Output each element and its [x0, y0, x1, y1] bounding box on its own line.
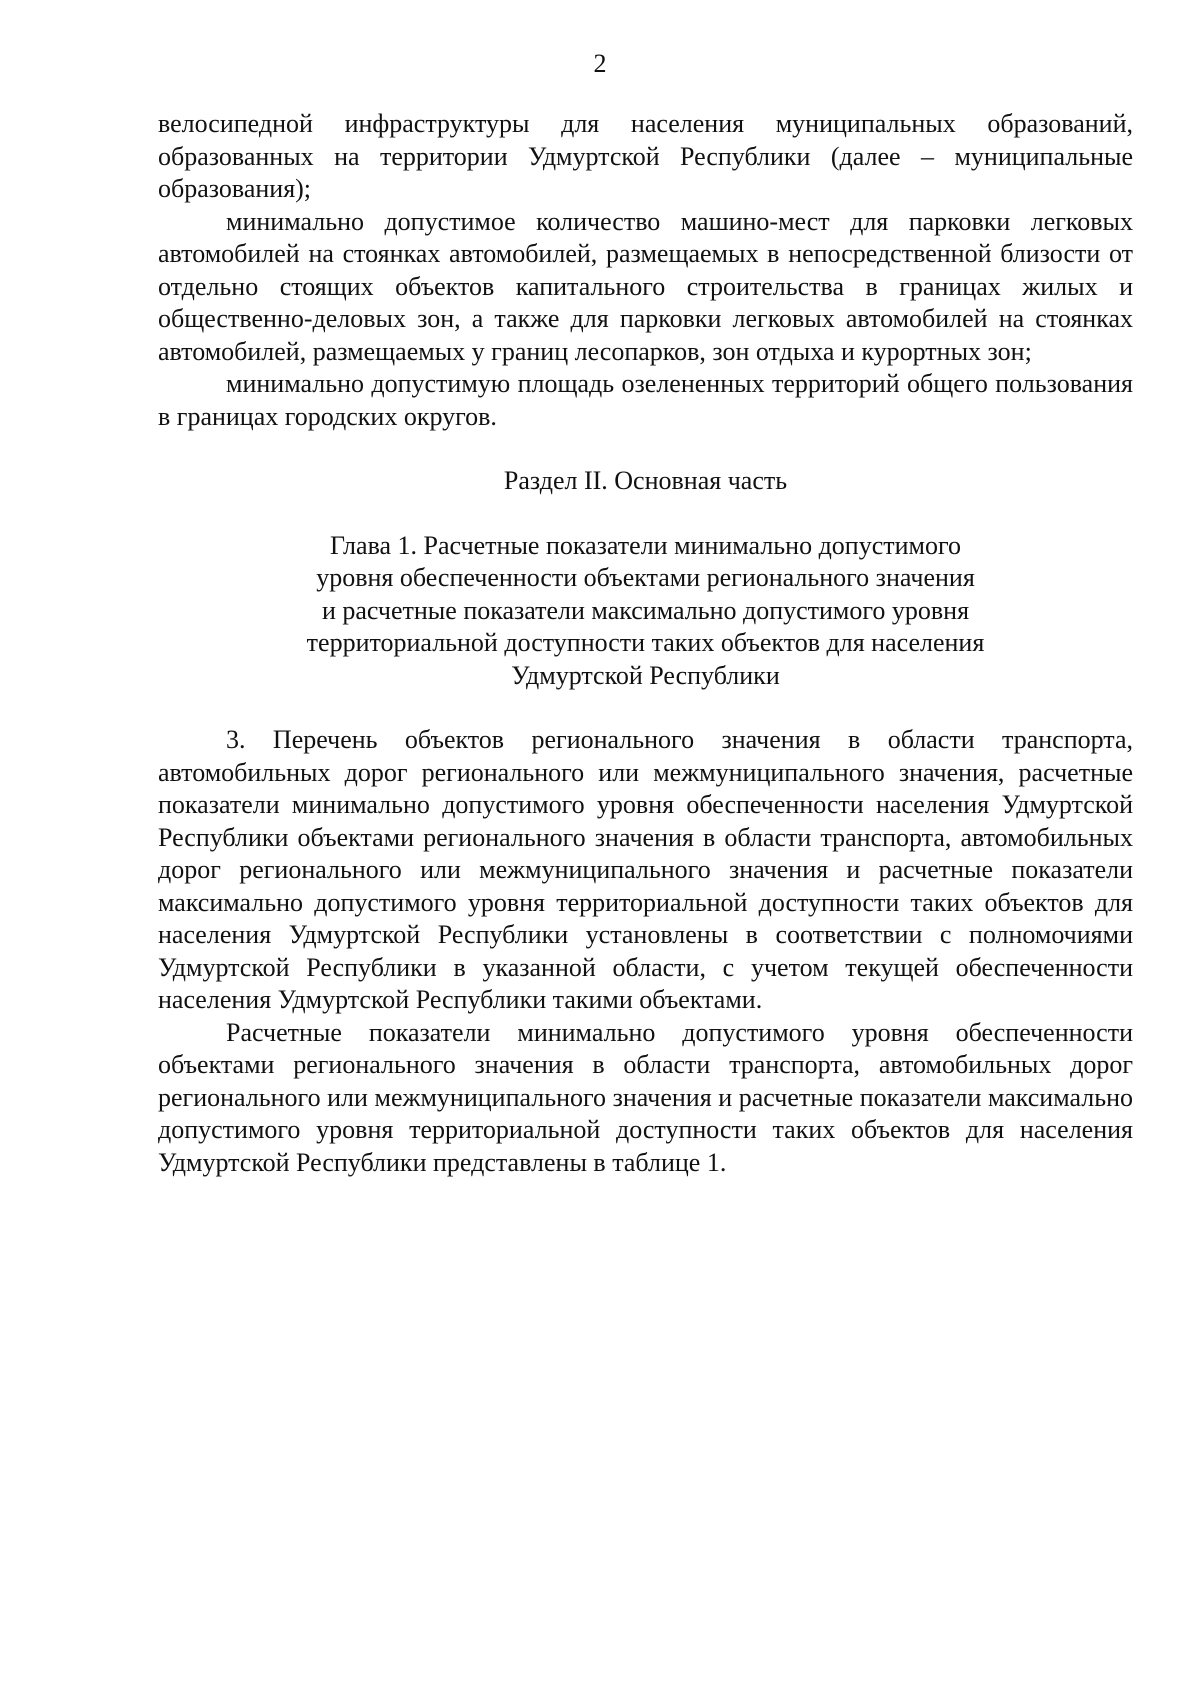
paragraph-item-3: 3. Перечень объектов регионального значения в области транспорта, автомобильных дорог регионального или межмуниципального значения, расчетные показатели минимально допустимого уровня обеспеченности населения Удмуртской Республики объектами регионального значения в области транспорта, автомобильных дорог регионального или межмуниципального значения и расчетные показатели максимально допустимого уровня территориальной доступности таких объектов для населения Удмуртской Республики установлены в соответствии с полномочиями Удмуртской Республики в указанной области, с учетом текущей обеспеченности населения Удмуртской Республики такими объектами. — [158, 725, 1133, 1014]
chapter-title-line: уровня обеспеченности объектами регионального значения — [316, 563, 975, 592]
chapter-title-line: Удмуртской Республики — [511, 660, 780, 690]
chapter-title-line: территориальной доступности таких объектов для населения — [306, 628, 985, 657]
page-number: 2 — [593, 49, 607, 78]
paragraph-table-reference: Расчетные показатели минимально допустимого уровня обеспеченности объектами регионального значения в области транспорта, автомобильных дорог регионального или межмуниципального значения и расчетные показатели максимально допустимого уровня территориальной доступности таких объектов для населения Удмуртской Республики представлены в таблице 1. — [158, 1017, 1133, 1177]
paragraph-parking: минимально допустимое количество машино-мест для парковки легковых автомобилей на стоянках автомобилей, размещаемых в непосредственной близости от отдельно стоящих объектов капитального строительства в границах жилых и общественно-деловых зон, а также для парковки легковых автомобилей на стоянках автомобилей, размещаемых у границ лесопарков, зон отдыха и курортных зон; — [158, 206, 1133, 366]
section-title: Раздел II. Основная часть — [503, 466, 788, 495]
chapter-title-line: Глава 1. Расчетные показатели минимально допустимого — [329, 530, 962, 560]
chapter-title — [158, 530, 1133, 693]
document-body — [158, 108, 1133, 1179]
chapter-title-line: и расчетные показатели максимально допустимого уровня — [321, 595, 970, 625]
paragraph-continued: велосипедной инфраструктуры для населения муниципальных образований, образованных на территории Удмуртской Республики (далее – муниципальные образования); — [158, 109, 1133, 203]
paragraph-green-areas: минимально допустимую площадь озелененных территорий общего пользования в границах городских округов. — [158, 369, 1133, 431]
